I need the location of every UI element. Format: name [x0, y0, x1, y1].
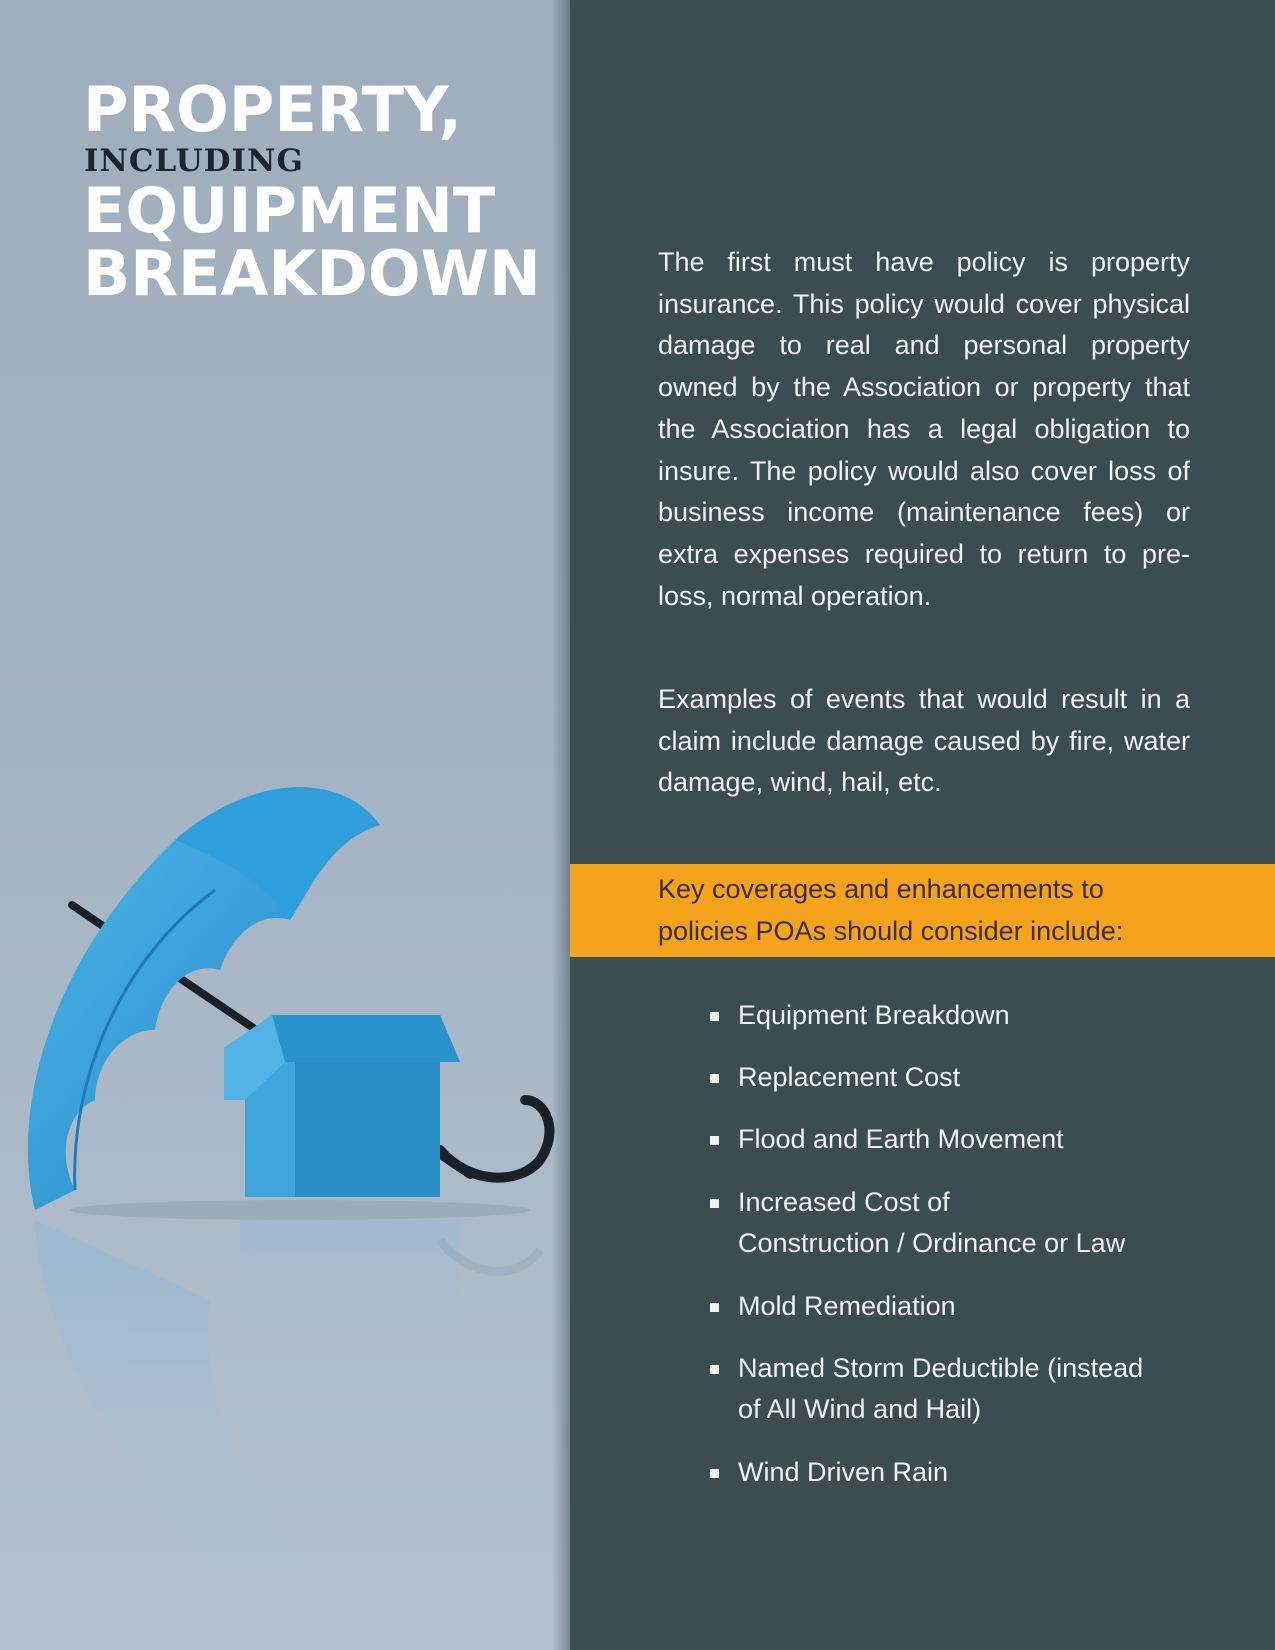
coverage-label: Equipment Breakdown: [738, 1000, 1010, 1030]
bullet-icon: [710, 1012, 719, 1021]
title-line-property: PROPERTY,: [83, 73, 463, 146]
bullet-icon: [710, 1074, 719, 1083]
title-line-breakdown: BREAKDOWN: [83, 237, 541, 310]
coverage-label: Mold Remediation: [738, 1290, 956, 1321]
list-item: [708, 1119, 1208, 1161]
bullet-icon: [710, 1469, 719, 1478]
page-title: [83, 73, 541, 310]
title-line-equipment: EQUIPMENT: [83, 174, 496, 247]
umbrella-handle: [440, 1100, 549, 1178]
left-panel: [0, 0, 570, 1650]
list-item: [708, 1286, 1208, 1328]
bullet-icon: [710, 1365, 719, 1374]
coverage-label-cont: of All Wind and Hail): [738, 1394, 982, 1425]
list-item: [708, 1057, 1208, 1099]
list-item: [708, 995, 1208, 1037]
list-item: [708, 1452, 1208, 1494]
house-icon: [224, 1015, 460, 1197]
coverage-label: Replacement Cost: [738, 1062, 961, 1093]
list-item: [708, 1182, 1208, 1265]
coverage-label: Flood and Earth Movement: [738, 1124, 1064, 1155]
highlight-line-2: policies POAs should consider include:: [658, 915, 1124, 946]
umbrella-house-illustration: [0, 780, 570, 1650]
coverage-label: Increased Cost of: [738, 1186, 950, 1217]
bullet-icon: [710, 1199, 719, 1208]
highlight-text: [658, 869, 1218, 952]
intro-paragraph-2: Examples of events that would result in a claim include damage caused by fire, water damage, wind, hail, etc.: [658, 684, 1190, 798]
highlight-line-1: Key coverages and enhancements to: [658, 874, 1104, 904]
reflection: [35, 1220, 540, 1580]
coverage-label: Wind Driven Rain: [738, 1456, 949, 1487]
intro-paragraph-1: The first must have policy is property insurance. This policy would cover physical damage to real and personal property owned by the Association or property that the Association has a legal obligation to insure. The policy would also cover loss of business income (maintenance fees) or extra expenses required to return to pre-loss, normal operation.: [658, 247, 1190, 611]
coverage-label: Named Storm Deductible (instead: [738, 1352, 1144, 1383]
coverage-label-cont: Construction / Ordinance or Law: [738, 1228, 1126, 1259]
list-item: [708, 1348, 1208, 1431]
bullet-icon: [710, 1136, 719, 1145]
coverage-list: [708, 995, 1208, 1514]
title-line-including: INCLUDING: [84, 143, 304, 179]
bullet-icon: [710, 1303, 719, 1312]
